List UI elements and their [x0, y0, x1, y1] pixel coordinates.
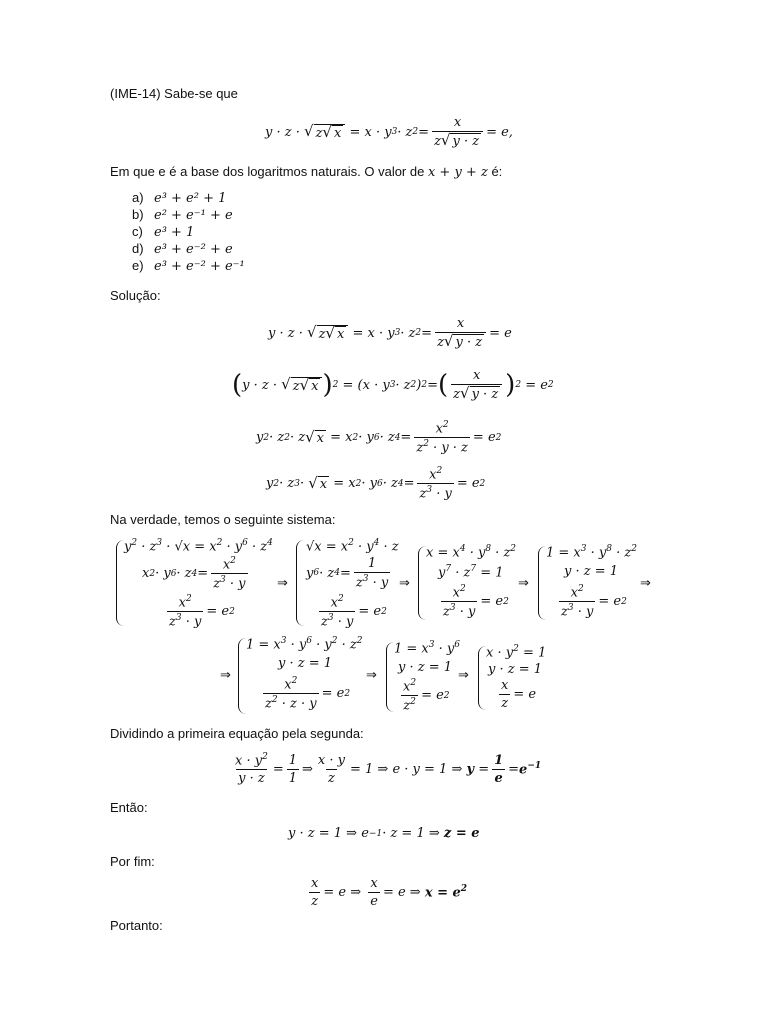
implies-arrow: ⇒: [366, 668, 377, 683]
divide-intro: Dividindo a primeira equação pela segunda:: [110, 726, 364, 741]
system-2: $√x = x^2 \cdot y^4 \cdot z$ y 6 · z 4 = $\frac{1}{z^3 \cdot y}$ $\frac{x^2}{z^3 \cdot y}$ = e 2: [296, 538, 406, 628]
system-3: $x = x^4 \cdot y^8 \cdot z^2$ $y^7 \cdot z^7 = 1$ $\frac{x^2}{z^3 \cdot y}$ = e 2: [418, 544, 528, 622]
solution-eq-3: y 2 · z 2 · z √ x = x 2 · y 6 · z 4 = $\frac{x^2}{z^2 \cdot y \cdot z}$ = e 2: [256, 420, 502, 456]
problem-condition: Em que e é a base dos logaritmos naturais. O valor de x + y + z é:: [110, 164, 503, 180]
problem-equation: y · z · √ z √ x = x · y 3 · z 2 = x z √ y · z = e,: [265, 115, 513, 149]
finally-label: Por fim:: [110, 854, 155, 869]
system-intro: Na verdade, temos o seguinte sistema:: [110, 512, 336, 527]
option-c[interactable]: c) e³ + 1: [132, 224, 195, 240]
solution-eq-2: ( y · z · √ z √ x ) 2 = (x · y 3 · z 2 ) 2 = ( x z √ y · z ) 2 = e 2: [232, 368, 554, 402]
therefore-label: Portanto:: [110, 918, 163, 933]
option-b[interactable]: b) e² + e⁻¹ + e: [132, 207, 233, 223]
option-a[interactable]: a) e³ + e² + 1: [132, 190, 227, 206]
solution-eq-1: y · z · √ z √ x = x · y 3 · z 2 = x z √ y · z = e: [268, 316, 512, 350]
option-d[interactable]: d) e³ + e⁻² + e: [132, 241, 233, 257]
system-6: $1 = x^3 \cdot y^6$ y · z = 1 $\frac{x^2}{z^2}$ = e 2: [386, 640, 466, 714]
solution-heading: Solução:: [110, 288, 161, 303]
solution-eq-4: y 2 · z 3 · √ x = x 2 · y 6 · z 4 = $\frac{x^2}{z^3 \cdot y}$ = e 2: [266, 466, 486, 502]
then-label: Então:: [110, 800, 148, 815]
implies-arrow: ⇒: [518, 576, 529, 591]
system-5: $1 = x^3 \cdot y^6 \cdot y^2 \cdot z^2$ y · z = 1 $\frac{x^2}{z^2 \cdot z \cdot y}$ = e 2: [238, 636, 363, 716]
implies-arrow: ⇒: [399, 576, 410, 591]
system-4: $1 = x^3 \cdot y^8 \cdot z^2$ y · z = 1 $\frac{x^2}{z^3 \cdot y}$ = e 2: [538, 544, 648, 622]
then-equation: y · z = 1 ⇒ e −1 · z = 1 ⇒ z = e: [288, 826, 480, 841]
implies-arrow: ⇒: [220, 668, 231, 683]
implies-arrow: ⇒: [640, 576, 651, 591]
finally-equation: $\frac{x}{z}$ = e ⇒ $\frac{x}{e}$ = e ⇒ $x = e^2$: [311, 876, 468, 909]
division-equation: $\frac{x \cdot y^2}{y \cdot z}$ = $\frac{1}{1}$ ⇒ $\frac{x \cdot y}{z}$ = 1 ⇒ e · y = 1 ⇒ y = $\frac{1}{e}$ = $e^{-1}$: [235, 752, 542, 787]
answer-options: [132, 190, 245, 275]
problem-intro: (IME-14) Sabe-se que: [110, 86, 238, 101]
system-7: $x \cdot y^2 = 1$ y · z = 1 $\frac{x}{z}$ = e: [478, 644, 548, 712]
option-e[interactable]: e) e³ + e⁻² + e⁻¹: [132, 258, 245, 274]
system-1: $y^2 \cdot z^3 \cdot √x = x^2 \cdot y^6 \cdot z^4$ x 2 · y 6 · z 4 = $\frac{x^2}{z^3 \cdot y}$ $\frac{x^2}{z^3 \cdot y}$ = e 2: [116, 538, 276, 628]
implies-arrow: ⇒: [277, 576, 288, 591]
implies-arrow: ⇒: [458, 668, 469, 683]
